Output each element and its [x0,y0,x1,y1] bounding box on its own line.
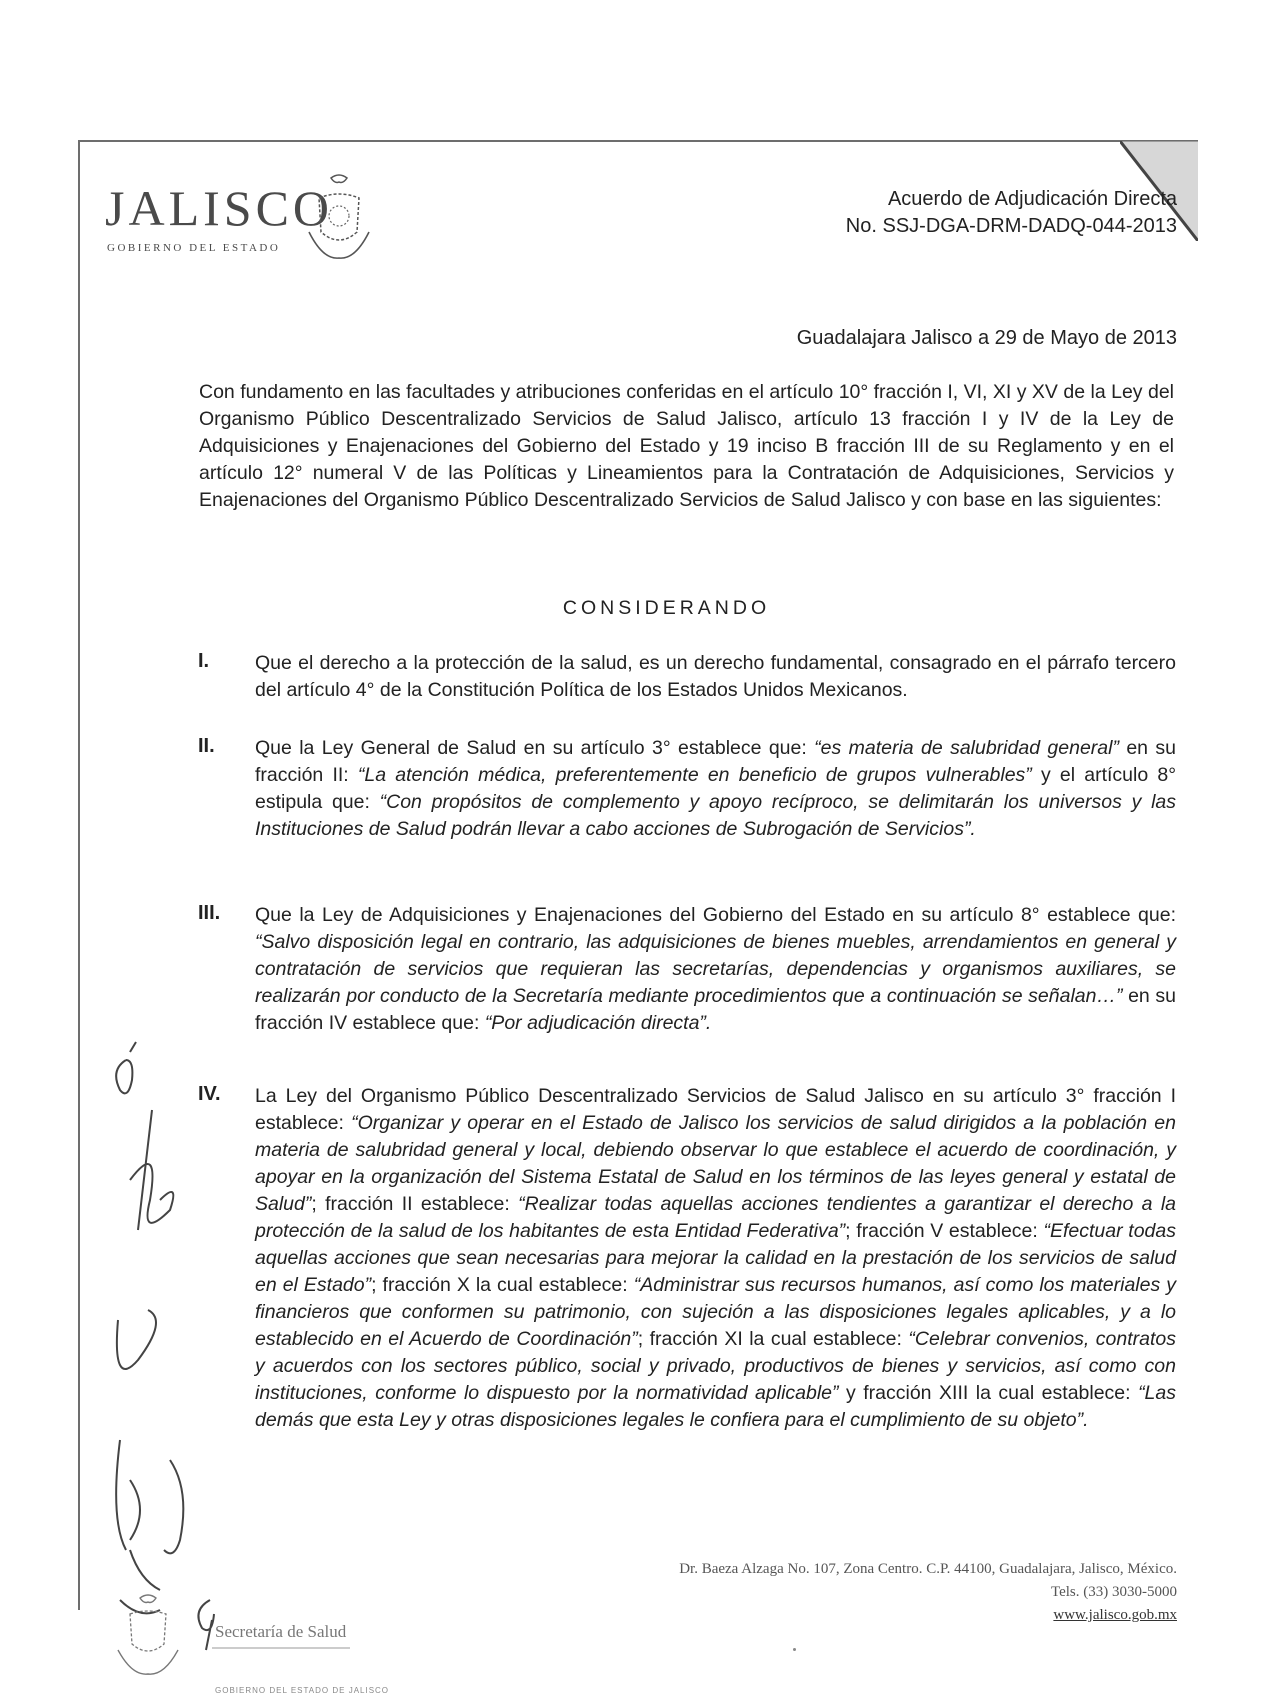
quoted-text: “Realizar todas aquellas acciones tendientes a garantizar el derecho a la protección de la salud de los habitantes de esta Entidad Federativa” [255,1193,1176,1242]
agreement-title-line1: Acuerdo de Adjudicación Directa [887,188,1177,210]
body-text: ; fracción V establece: [845,1220,1044,1242]
considerando-item-4 [198,1083,1176,1434]
quoted-text: “Con propósitos de complemento y apoyo recíproco, se delimitarán los universos y las Instituciones de Salud podrán llevar a cabo acciones de Subrogación de Servicios”. [255,791,1176,840]
agreement-number: No. SSJ-DGA-DRM-DADQ-044-2013 [845,215,1177,237]
body-text: ; fracción II establece: [311,1193,519,1215]
quoted-text: “Las demás que esta Ley y otras disposiciones legales le confiera para el cumplimiento de su objeto”. [255,1382,1176,1431]
body-text: ; fracción XI la cual establece: [637,1328,909,1350]
body-text: ; fracción X la cual establece: [371,1274,634,1296]
item-body [255,1083,1176,1434]
scan-frame-top [78,140,1198,142]
scan-frame-left [78,140,80,1610]
state-seal-icon [305,172,373,266]
scan-speck [793,1648,796,1651]
quoted-text: “Administrar sus recursos humanos, así como los materiales y financieros que conformen su patrimonio, con sujeción a las disposiciones legales aplicables, y a lo establecido en el Acuerdo de Coordinación” [255,1274,1176,1350]
body-text: en su fracción II: [255,737,1176,786]
body-text: La Ley del Organismo Público Descentralizado Servicios de Salud Jalisco en su artículo 3° fracción I establece: [255,1085,1176,1134]
footer-logo-text: Secretaría de Salud [215,1622,347,1641]
body-text: en su fracción IV establece que: [255,985,1176,1034]
footer-logo-subtext: GOBIERNO DEL ESTADO DE JALISCO [215,1686,390,1695]
item-body [255,735,1176,843]
quoted-text: “La atención médica, preferentemente en beneficio de grupos vulnerables” [357,764,1032,786]
handwritten-initials [90,1030,220,1680]
considerando-item-2 [198,735,1176,843]
quoted-text: “Organizar y operar en el Estado de Jalisco los servicios de salud dirigidos a la población en materia de salubridad general y local, debiendo observar lo que establece el acuerdo de coordinación, y apoyar en la organización del Sistema Estatal de Salud en los términos de las leyes general y estatal de Salud” [255,1112,1176,1215]
considerando-item-1 [198,650,1176,704]
body-text: y el artículo 8° estipula que: [255,764,1176,813]
item-number: I. [198,650,210,672]
footer-phone: Tels. (33) 3030-5000 [1050,1584,1177,1600]
quoted-text: “Celebrar convenios, contratos y acuerdos con los sectores público, social y privado, productivos de bienes y servicios, así como con instituciones, conforme lo dispuesto por la normatividad aplicable” [255,1328,1177,1404]
item-number: IV. [198,1083,221,1105]
item-body [255,902,1176,1037]
intro-paragraph: Con fundamento en las facultades y atribuciones conferidas en el artículo 10° fracción I, VI, XI y XV de la Ley del Organismo Público Descentralizado Servicios de Salud Jalisco, artículo 13 fracción I y IV de la Ley de Adquisiciones y Enajenaciones del Gobierno del Estado y 19 inciso B fracción III de su Reglamento y en el artículo 12° numeral V de las Políticas y Lineamientos para la Contratación de Adquisiciones, Servicios y Enajenaciones del Organismo Público Descentralizado Servicios de Salud Jalisco y con base en las siguientes: [199,381,1174,511]
item-body [255,650,1176,704]
item-number: II. [198,735,215,757]
footer-address: Dr. Baeza Alzaga No. 107, Zona Centro. C.P. 44100, Guadalajara, Jalisco, México. [679,1561,1177,1577]
quoted-text: “Efectuar todas aquellas acciones que sean necesarias para mejorar la calidad en la prestación de los servicios de salud en el Estado” [255,1220,1176,1296]
quoted-text: “es materia de salubridad general” [814,737,1119,759]
logo-wordmark: JALISCO [105,180,334,236]
document-date: Guadalajara Jalisco a 29 de Mayo de 2013 [796,327,1177,349]
agreement-title [846,186,1177,240]
body-text: y fracción XIII la cual establece: [838,1382,1139,1404]
body-text: Que el derecho a la protección de la salud, es un derecho fundamental, consagrado en el párrafo tercero del artículo 4° de la Constitución Política de los Estados Unidos Mexicanos. [255,652,1176,701]
footer-contact [679,1558,1177,1627]
considerando-item-3 [198,902,1176,1037]
footer-website-link[interactable]: www.jalisco.gob.mx [1053,1607,1177,1623]
logo-subtitle: GOBIERNO DEL ESTADO [107,242,281,254]
quoted-text: “Por adjudicación directa”. [484,1012,712,1034]
item-number: III. [198,902,221,924]
body-text: Que la Ley de Adquisiciones y Enajenaciones del Gobierno del Estado en su artículo 8° establece que: [255,904,1176,926]
section-title: CONSIDERANDO [562,597,771,619]
quoted-text: “Salvo disposición legal en contrario, las adquisiciones de bienes muebles, arrendamientos en general y contratación de servicios que requieran las secretarías, dependencias y organismos auxiliares, se realizarán por conducto de la Secretaría mediante procedimientos que a continuación se señalan…” [255,931,1176,1007]
body-text: Que la Ley General de Salud en su artículo 3° establece que: [255,737,815,759]
